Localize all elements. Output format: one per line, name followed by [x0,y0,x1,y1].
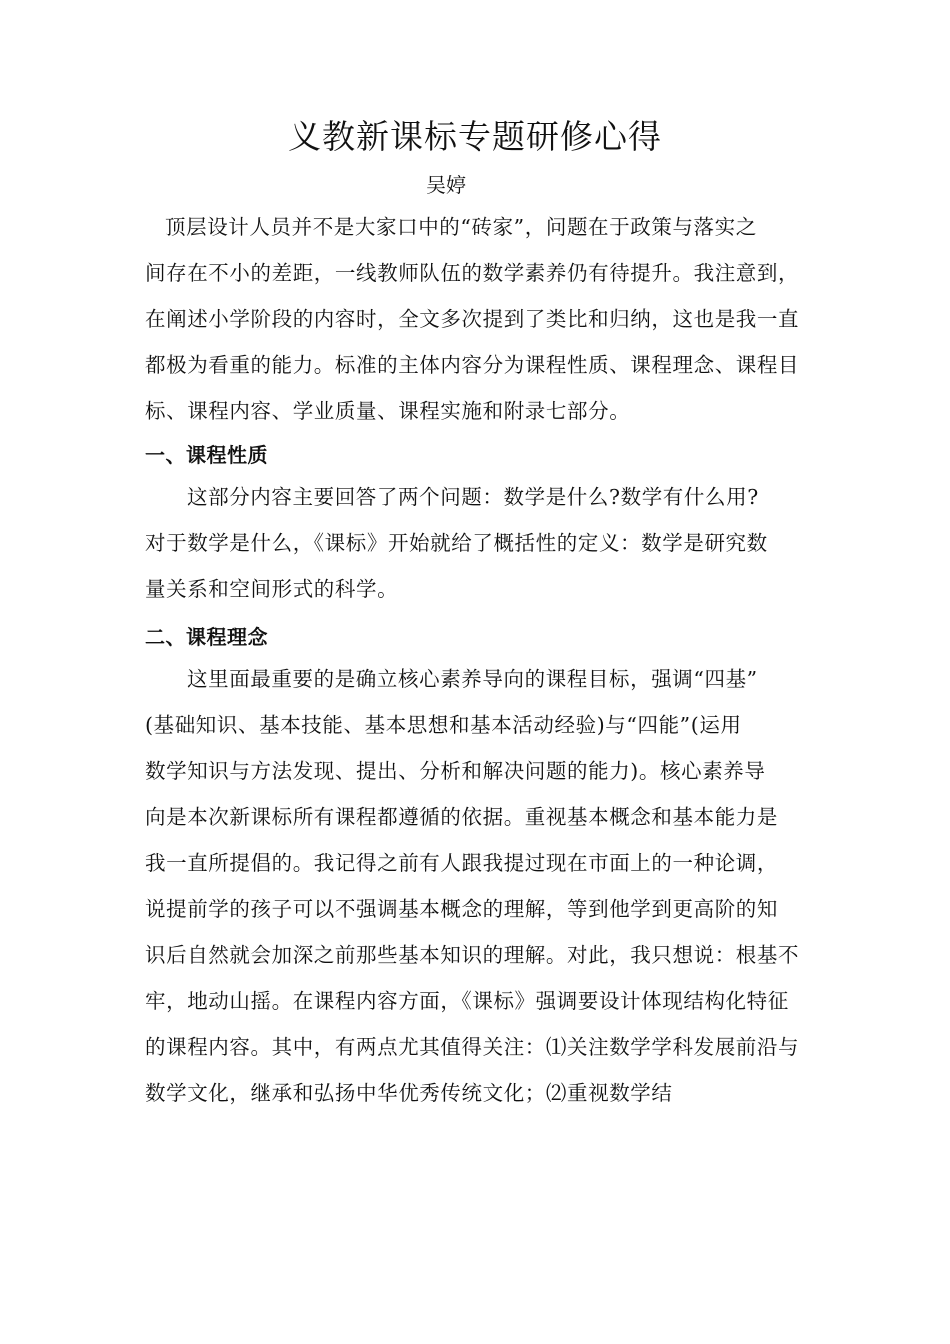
paragraph-line: 数学文化，继承和弘扬中华优秀传统文化；⑵重视数学结 [145,1081,673,1105]
paragraph-line: 说提前学的孩子可以不强调基本概念的理解，等到他学到更高阶的知 [145,897,778,921]
paragraph-line: 的课程内容。其中，有两点尤其值得关注：⑴关注数学学科发展前沿与 [145,1035,800,1059]
section-heading-course-philosophy: 二、课程理念 [145,625,268,649]
paragraph-line: 都极为看重的能力。标准的主体内容分为课程性质、课程理念、课程目 [145,353,800,377]
paragraph-line: 向是本次新课标所有课程都遵循的依据。重视基本概念和基本能力是 [145,805,778,829]
paragraph-line: 这部分内容主要回答了两个问题：数学是什么?数学有什么用? [187,485,759,509]
author-name: 吴婷 [426,173,466,197]
paragraph-line: 顶层设计人员并不是大家口中的“砖家”，问题在于政策与落实之 [165,215,757,239]
paragraph-line: (基础知识、基本技能、基本思想和基本活动经验)与“四能”(运用 [145,713,742,737]
intro-paragraph [145,204,825,434]
paragraph-line: 量关系和空间形式的科学。 [145,577,399,601]
section-heading-course-nature: 一、课程性质 [145,443,268,467]
paragraph-line: 对于数学是什么，《课标》开始就给了概括性的定义：数学是研究数 [145,531,768,555]
paragraph-line: 我一直所提倡的。我记得之前有人跟我提过现在市面上的一种论调， [145,851,778,875]
document-title: 义教新课标专题研修心得 [288,117,662,156]
paragraph-line: 牢，地动山摇。在课程内容方面，《课标》强调要设计体现结构化特征 [145,989,789,1013]
paragraph-line: 标、课程内容、学业质量、课程实施和附录七部分。 [145,399,631,423]
course-philosophy-paragraph [145,656,825,1116]
course-nature-paragraph [145,474,825,612]
paragraph-line: 数学知识与方法发现、提出、分析和解决问题的能力)。核心素养导 [145,759,766,783]
paragraph-line: 这里面最重要的是确立核心素养导向的课程目标，强调“四基” [187,667,758,691]
paragraph-line: 在阐述小学阶段的内容时，全文多次提到了类比和归纳，这也是我一直 [145,307,800,331]
paragraph-line: 识后自然就会加深之前那些基本知识的理解。对此，我只想说：根基不 [145,943,800,967]
paragraph-line: 间存在不小的差距，一线教师队伍的数学素养仍有待提升。我注意到， [145,261,800,285]
